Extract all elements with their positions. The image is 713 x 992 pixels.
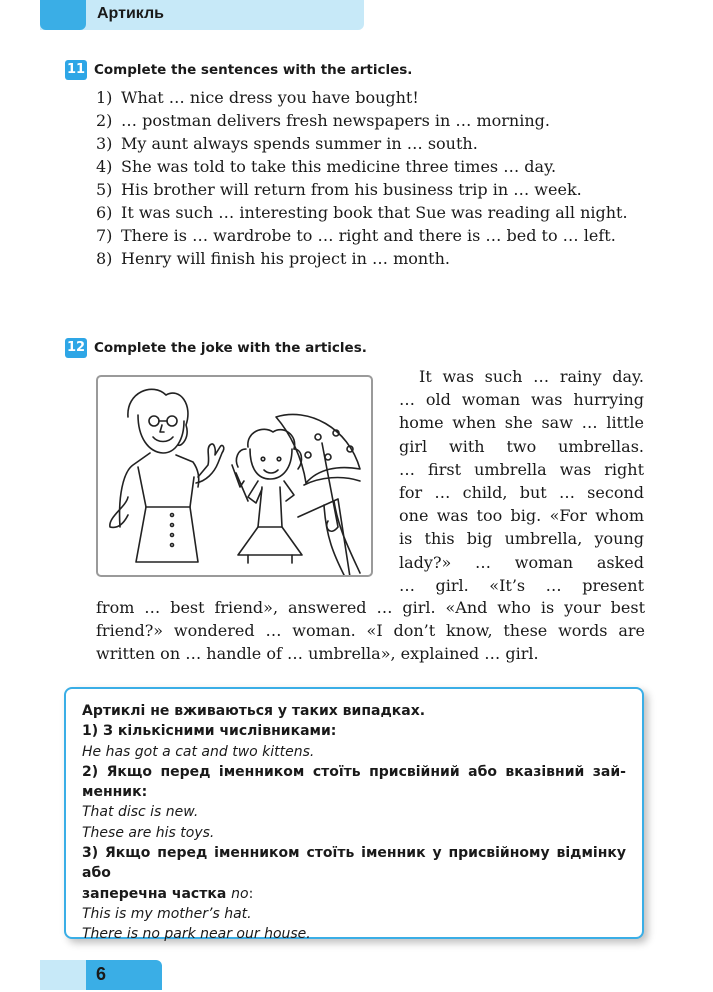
joke-line: It was such … rainy day. [419, 367, 644, 386]
task-number-badge: 12 [65, 338, 87, 358]
woman-right-shoulder [176, 455, 199, 487]
rule-3-title-text: заперечна частка [82, 885, 232, 902]
page-number: 6 [96, 964, 107, 984]
section-title: Артикль [97, 5, 164, 22]
sentence-text: My aunt always spends summer in … south. [121, 134, 478, 153]
sentence-text: There is … wardrobe to … right and there is … bed to … left. [121, 226, 616, 245]
joke-line: … girl. «It’s … present [399, 575, 644, 595]
joke-line: from … best friend», answered … girl. «And who is your best [96, 598, 645, 617]
sentence-number: 8) [96, 249, 113, 268]
girl-dress-top [258, 487, 282, 527]
girl-dress-skirt [238, 527, 302, 555]
task-12-heading [65, 338, 367, 358]
sentence-list [96, 86, 645, 270]
rule-3-particle: no [231, 885, 249, 902]
girl-mouth [264, 470, 278, 473]
woman-raised-hand [196, 444, 224, 483]
sentence-item [96, 224, 645, 247]
rule-2-title-cont: менник: [82, 784, 148, 801]
joke-line: is this big umbrella, young [399, 529, 644, 549]
rule-2-example: That disc is new. [82, 804, 199, 821]
sentence-text: She was told to take this medicine three times … day. [121, 157, 557, 176]
woman-glasses-left [149, 416, 159, 426]
joke-line: written on … handle of … umbrella», explained … girl. [96, 644, 539, 663]
woman-blouse [138, 467, 194, 507]
rule-3-example: This is my mother’s hat. [82, 905, 252, 922]
rule-3-title: 3) Якщо перед іменником стоїть іменник у присвійному відмінку або [82, 845, 626, 882]
sentence-text: What … nice dress you have bought! [121, 88, 419, 107]
task-number-badge: 11 [65, 60, 87, 80]
sentence-number: 7) [96, 226, 113, 245]
sentence-item [96, 132, 645, 155]
girl-right-arm [284, 481, 294, 501]
rule-2-title: 2) Якщо перед іменником стоїть присвійний або вказівний зай- [82, 763, 626, 780]
joke-line: one was too big. «For whom [399, 506, 644, 526]
joke-line: … old woman was hurrying [399, 390, 644, 410]
section-header [40, 0, 364, 30]
sentence-number: 4) [96, 157, 113, 176]
sentence-number: 2) [96, 111, 113, 130]
joke-line: lady?» … woman asked [399, 552, 644, 572]
woman-mouth [153, 437, 173, 442]
woman-skirt [136, 507, 198, 562]
rule-1-title: 1) З кількісними числівниками: [82, 723, 337, 740]
rule-3-example: There is no park near our house. [82, 926, 311, 943]
task-11-heading [65, 60, 412, 80]
sentence-item [96, 247, 645, 270]
sentence-number: 5) [96, 180, 113, 199]
sentence-text: Henry will finish his project in … month. [121, 249, 450, 268]
joke-line: home when she saw … little [399, 413, 644, 433]
sentence-item [96, 178, 645, 201]
sentence-item [96, 155, 645, 178]
header-accent-tab [40, 0, 86, 30]
woman-glasses-right [167, 416, 177, 426]
grammar-rule-box [64, 687, 644, 943]
joke-text-right-column [399, 365, 644, 597]
rule-2-example: These are his toys. [82, 824, 215, 841]
sentence-item [96, 109, 645, 132]
sentence-number: 6) [96, 203, 113, 222]
footer-light-tab [40, 960, 86, 990]
page-footer-tab [40, 960, 162, 990]
joke-line: … first umbrella was right [399, 459, 644, 479]
task-instruction: Complete the joke with the articles. [94, 340, 367, 356]
small-umbrella-handle [236, 473, 248, 501]
sentence-number: 3) [96, 134, 113, 153]
girl-face [250, 449, 292, 479]
rule-3-colon: : [248, 885, 254, 902]
rule-intro: Артиклі не вживаються у таких випадках. [82, 703, 426, 719]
girl-pigtail-left [236, 449, 246, 467]
rule-3-title-cont [82, 884, 626, 904]
sentence-item [96, 86, 645, 109]
task-instruction: Complete the sentences with the articles. [94, 62, 413, 78]
illustration-drawing [98, 377, 371, 575]
girl-left-arm [248, 481, 262, 503]
illustration-woman-and-girl [96, 375, 373, 577]
joke-line: for … child, but … second [399, 483, 644, 503]
sentence-number: 1) [96, 88, 113, 107]
sentence-item [96, 201, 645, 224]
rule-1-example: He has got a cat and two kittens. [82, 743, 315, 760]
sentence-text: It was such … interesting book that Sue was reading all night. [121, 203, 628, 222]
joke-line: girl with two umbrellas. [399, 436, 644, 456]
woman-left-shoulder [120, 453, 150, 527]
sentence-text: His brother will return from his business trip in … week. [121, 180, 582, 199]
sentence-text: … postman delivers fresh newspapers in … morning. [121, 111, 550, 130]
joke-line: friend?» wondered … woman. «I don’t know, these words are [96, 621, 645, 640]
joke-text-bottom [96, 596, 645, 665]
